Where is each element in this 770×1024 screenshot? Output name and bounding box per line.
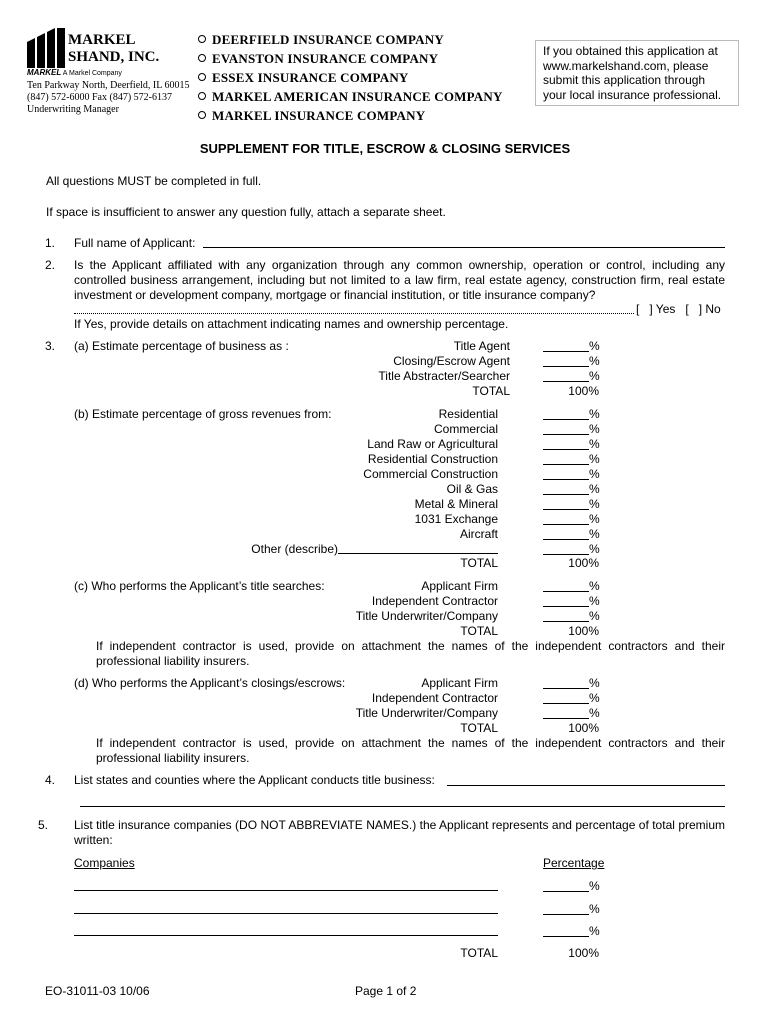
q3b-item: Residential Construction bbox=[367, 452, 498, 466]
pct-field[interactable]: % bbox=[543, 579, 599, 593]
insurance-company-list bbox=[198, 32, 503, 127]
form-id: EO-31011-03 10/06 bbox=[45, 984, 150, 998]
q3b-other-field[interactable] bbox=[338, 553, 498, 554]
intro-instruction: All questions MUST be completed in full. bbox=[46, 174, 262, 188]
radio-circle-icon[interactable] bbox=[198, 73, 206, 81]
question-number: 5. bbox=[38, 818, 49, 832]
page-title: SUPPLEMENT FOR TITLE, ESCROW & CLOSING SERVICES bbox=[199, 141, 571, 156]
intro-instruction: If space is insufficient to answer any question fully, attach a separate sheet. bbox=[46, 205, 446, 219]
radio-circle-icon[interactable] bbox=[198, 111, 206, 119]
q3c-note: If independent contractor is used, provide on attachment the names of the independent contractors and their professional liability insurers. bbox=[96, 639, 725, 668]
pct-field[interactable]: % bbox=[543, 609, 599, 623]
markel-tagline: MARKEL A Markel Company bbox=[27, 68, 122, 77]
q3c-label: (c) Who performs the Applicant’s title searches: bbox=[74, 579, 325, 593]
question-number: 4. bbox=[45, 773, 56, 787]
q3a-item: Title Agent bbox=[453, 339, 510, 353]
company-option[interactable]: EVANSTON INSURANCE COMPANY bbox=[198, 51, 503, 70]
pct-field[interactable]: % bbox=[543, 452, 599, 466]
q3b-item: Commercial Construction bbox=[363, 467, 498, 481]
q3d-note: If independent contractor is used, provide on attachment the names of the independent contractors and their professional liability insurers. bbox=[96, 736, 725, 765]
radio-circle-icon[interactable] bbox=[198, 54, 206, 62]
pct-field[interactable]: % bbox=[543, 527, 599, 541]
total-value: 100% bbox=[568, 946, 599, 960]
pct-field[interactable]: % bbox=[543, 467, 599, 481]
pct-field[interactable]: % bbox=[543, 706, 599, 720]
total-label: TOTAL bbox=[460, 624, 498, 638]
q3a-item: Closing/Escrow Agent bbox=[393, 354, 510, 368]
q3b-item: Aircraft bbox=[459, 527, 498, 541]
q3b-item: Commercial bbox=[433, 422, 498, 436]
pct-field[interactable]: % bbox=[543, 369, 599, 383]
pct-field[interactable]: % bbox=[543, 691, 599, 705]
radio-circle-icon[interactable] bbox=[198, 92, 206, 100]
states-counties-field[interactable] bbox=[447, 785, 725, 786]
q3d-item: Title Underwriter/Company bbox=[355, 706, 498, 720]
question-number: 1. bbox=[45, 236, 56, 250]
pct-field[interactable]: % bbox=[543, 497, 599, 511]
company-name-field[interactable] bbox=[74, 913, 498, 914]
q3a-item: Title Abstracter/Searcher bbox=[378, 369, 510, 383]
question-number: 3. bbox=[45, 339, 56, 353]
page-number: Page 1 of 2 bbox=[355, 984, 417, 998]
q3d-item: Applicant Firm bbox=[421, 676, 498, 690]
pct-field[interactable]: % bbox=[543, 542, 599, 556]
q3d-item: Independent Contractor bbox=[371, 691, 498, 705]
total-label: TOTAL bbox=[460, 946, 498, 960]
q3d-label: (d) Who performs the Applicant’s closings/escrows: bbox=[74, 676, 346, 690]
total-value: 100% bbox=[568, 384, 599, 398]
markel-logo-icon bbox=[27, 28, 65, 68]
q3b-item: Oil & Gas bbox=[446, 482, 498, 496]
q3c-item: Applicant Firm bbox=[421, 579, 498, 593]
company-logo-name: MARKEL SHAND, INC. bbox=[68, 32, 160, 65]
company-option[interactable]: DEERFIELD INSURANCE COMPANY bbox=[198, 32, 503, 51]
question-number: 2. bbox=[45, 258, 56, 272]
q3b-item: Metal & Mineral bbox=[414, 497, 498, 511]
q3b-other-label: Other (describe) bbox=[251, 542, 338, 556]
company-option[interactable]: MARKEL INSURANCE COMPANY bbox=[198, 108, 503, 127]
q1-label: Full name of Applicant: bbox=[74, 236, 196, 250]
q3b-item: 1031 Exchange bbox=[414, 512, 498, 526]
q2-yes-no-checkboxes[interactable]: [ ] Yes [ ] No bbox=[636, 302, 721, 316]
submission-notice: If you obtained this application at www.markelshand.com, please submit this application through your local insurance professional. bbox=[535, 40, 739, 106]
total-value: 100% bbox=[568, 721, 599, 735]
company-address: Ten Parkway North, Deerfield, IL 60015 (847) 572-6000 Fax (847) 572-6137 Underwriting Manager bbox=[27, 80, 190, 115]
pct-field[interactable]: % bbox=[543, 437, 599, 451]
q2-text: Is the Applicant affiliated with any organization through any common ownership, operation or control, including any controlled business arrangement, including but not limited to a law firm, real estate agency, construction firm, real estate investment or development company, mortgage or financial institution, or title insurance company? bbox=[74, 258, 725, 302]
pct-field[interactable]: % bbox=[543, 924, 599, 938]
total-value: 100% bbox=[568, 556, 599, 570]
pct-field[interactable]: % bbox=[543, 422, 599, 436]
pct-field[interactable]: % bbox=[543, 482, 599, 496]
companies-column-header: Companies bbox=[74, 856, 135, 870]
q3b-item: Residential bbox=[438, 407, 498, 421]
company-name-field[interactable] bbox=[74, 890, 498, 891]
q5-text: List title insurance companies (DO NOT ABBREVIATE NAMES.) the Applicant represents and percentage of total premium written: bbox=[74, 818, 725, 847]
pct-field[interactable]: % bbox=[543, 676, 599, 690]
total-value: 100% bbox=[568, 624, 599, 638]
pct-field[interactable]: % bbox=[543, 879, 599, 893]
q3c-item: Title Underwriter/Company bbox=[355, 609, 498, 623]
company-name-field[interactable] bbox=[74, 935, 498, 936]
total-label: TOTAL bbox=[460, 556, 498, 570]
q3b-item: Land Raw or Agricultural bbox=[367, 437, 498, 451]
pct-field[interactable]: % bbox=[543, 339, 599, 353]
percentage-column-header: Percentage bbox=[543, 856, 605, 870]
total-label: TOTAL bbox=[472, 384, 510, 398]
total-label: TOTAL bbox=[460, 721, 498, 735]
pct-field[interactable]: % bbox=[543, 407, 599, 421]
q4-label: List states and counties where the Applicant conducts title business: bbox=[74, 773, 435, 787]
q3a-label: (a) Estimate percentage of business as : bbox=[74, 339, 289, 353]
q3b-label: (b) Estimate percentage of gross revenues from: bbox=[74, 407, 332, 421]
q2-followup: If Yes, provide details on attachment indicating names and ownership percentage. bbox=[74, 317, 509, 331]
pct-field[interactable]: % bbox=[543, 902, 599, 916]
pct-field[interactable]: % bbox=[543, 512, 599, 526]
pct-field[interactable]: % bbox=[543, 594, 599, 608]
company-option[interactable]: MARKEL AMERICAN INSURANCE COMPANY bbox=[198, 89, 503, 108]
q2-dotted-line bbox=[74, 308, 634, 314]
radio-circle-icon[interactable] bbox=[198, 35, 206, 43]
company-option[interactable]: ESSEX INSURANCE COMPANY bbox=[198, 70, 503, 89]
states-counties-field-line2[interactable] bbox=[80, 806, 725, 807]
applicant-name-field[interactable] bbox=[203, 247, 725, 248]
pct-field[interactable]: % bbox=[543, 354, 599, 368]
q3c-item: Independent Contractor bbox=[371, 594, 498, 608]
